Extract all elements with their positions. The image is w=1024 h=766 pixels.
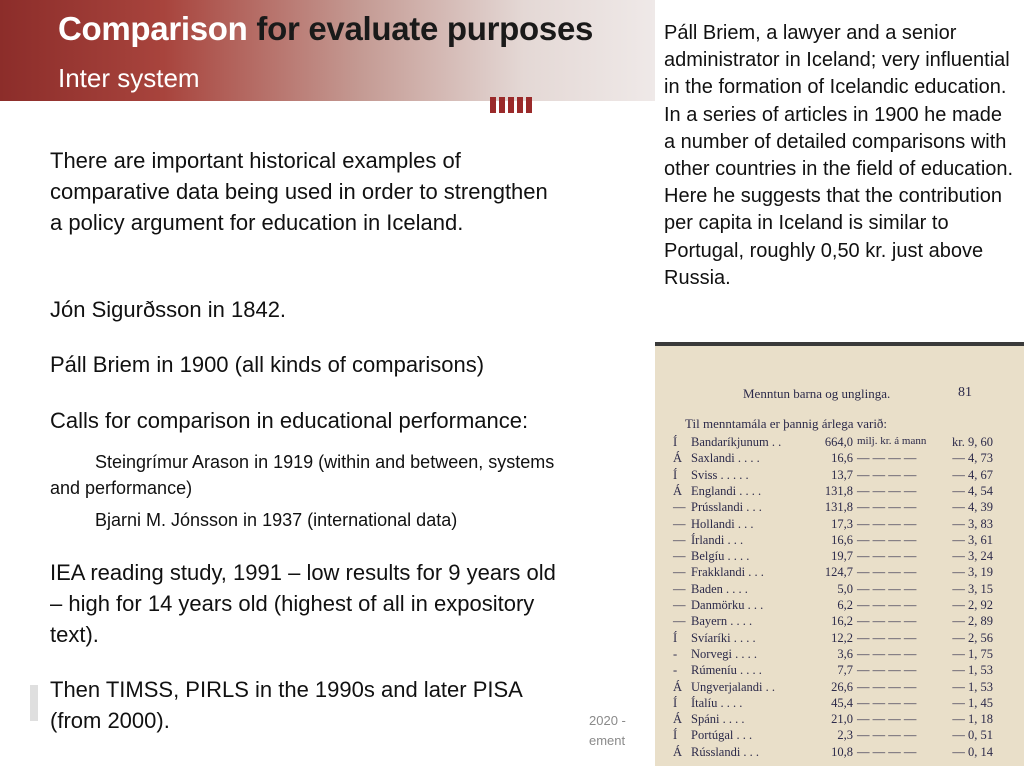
scan-row-per-capita: — 2, 92 <box>952 598 993 612</box>
slide-title <box>58 10 593 48</box>
scan-row-unit: — — — — <box>857 695 917 710</box>
scan-table-row <box>673 745 1018 761</box>
scan-row-prefix: — <box>673 532 686 547</box>
scan-row-prefix: Í <box>673 695 678 710</box>
scan-row-value: 5,0 <box>837 581 853 596</box>
scan-row-per-capita: — 1, 75 <box>952 646 993 661</box>
scan-row-unit: — — — — <box>857 467 917 482</box>
scan-row-prefix: Á <box>673 712 683 727</box>
scan-table-row <box>673 663 1018 679</box>
scan-row-country: Norvegi . . . . <box>691 646 757 661</box>
scan-row-per-capita: — 1, 53 <box>952 663 993 678</box>
edge-mark <box>30 685 38 721</box>
scan-row-value: 10,8 <box>831 744 853 759</box>
body-sub-item-2: Bjarni M. Jónsson in 1937 (international data) <box>95 510 458 530</box>
scan-row-value: 131,8 <box>824 483 853 498</box>
scan-row-country: Spáni . . . . <box>691 712 745 727</box>
title-part-1: Comparison <box>58 10 248 47</box>
scan-row-value: 16,2 <box>831 614 853 629</box>
scan-row-per-capita: — 1, 53 <box>952 679 993 694</box>
scan-row-unit: — — — — <box>857 483 917 498</box>
scan-row-value: 13,7 <box>831 467 853 482</box>
scan-row-prefix: Í <box>673 630 678 645</box>
scan-row-per-capita: — 3, 24 <box>952 549 993 564</box>
scan-row-unit: — — — — <box>857 646 917 661</box>
slide-subtitle: Inter system <box>58 63 200 93</box>
body-paragraph-4: Calls for comparison in educational performance: <box>50 408 529 433</box>
scan-row-prefix: — <box>673 598 686 612</box>
scan-row-per-capita: — 2, 56 <box>952 630 993 645</box>
scan-row-value: 2,3 <box>837 728 853 743</box>
scan-row-value: 21,0 <box>831 712 853 727</box>
scan-row-country: Hollandi . . . <box>691 516 754 531</box>
body-paragraph-6: Then TIMSS, PIRLS in the 1990s and later PISA (from 2000). <box>50 677 522 733</box>
scan-table-row <box>673 549 1018 565</box>
scan-row-country: Englandi . . . . <box>691 483 762 498</box>
scan-row-prefix: — <box>673 549 686 564</box>
scan-row-prefix: Í <box>673 435 678 449</box>
scan-row-value: 664,0 <box>824 435 853 449</box>
scan-row-country: Sviss . . . . . <box>691 467 749 482</box>
scan-header: Menntun barna og unglinga. <box>743 386 891 401</box>
scan-row-country: Svíaríki . . . . <box>691 630 756 645</box>
scan-table-row <box>673 728 1018 744</box>
scan-row-unit: — — — — <box>857 630 917 645</box>
scan-row-unit: — — — — <box>857 581 917 596</box>
scan-row-country: Danmörku . . . <box>691 598 764 612</box>
scan-row-per-capita: — 0, 14 <box>952 744 993 759</box>
scan-table-row <box>673 598 1018 614</box>
scan-page-number: 81 <box>958 385 972 400</box>
scan-row-prefix: Í <box>673 728 678 743</box>
body-paragraph-3: Páll Briem in 1900 (all kinds of comparisons) <box>50 352 485 377</box>
scan-row-prefix: - <box>673 663 678 678</box>
scan-row-value: 16,6 <box>831 451 853 466</box>
scan-row-prefix: Á <box>673 451 683 466</box>
body-sub-item-1: Steingrímur Arason in 1919 (within and between, systems and performance) <box>50 452 555 498</box>
scan-table-row <box>673 647 1018 663</box>
scan-row-prefix: — <box>673 581 686 596</box>
scan-row-unit: — — — — <box>857 516 917 531</box>
scan-row-per-capita: — 3, 61 <box>952 532 993 547</box>
scan-row-value: 124,7 <box>824 565 853 580</box>
scan-row-per-capita: — 4, 39 <box>952 500 993 515</box>
scan-row-per-capita: — 0, 51 <box>952 728 993 743</box>
scan-row-value: 7,7 <box>837 663 853 678</box>
scan-row-country: Prússlandi . . . <box>691 500 762 515</box>
scan-table-row <box>673 582 1018 598</box>
title-banner <box>0 0 655 101</box>
scan-row-country: Belgíu . . . . <box>691 549 750 564</box>
scan-row-country: Ungverjalandi . . <box>691 679 776 694</box>
scan-row-value: 26,6 <box>831 679 853 694</box>
scanned-page-image <box>655 342 1024 766</box>
side-note: Páll Briem, a lawyer and a senior administrator in Iceland; very influential in the formation of Icelandic education. In a series of articles in 1900 he made a number of detailed comparisons with other countries in the field of education. Here he suggests that the contribution per capita in Iceland is similar to Portugal, roughly 0,50 kr. just above Russia. <box>664 22 1014 289</box>
scan-row-prefix: Í <box>673 467 678 482</box>
scan-row-prefix: - <box>673 646 678 661</box>
scan-row-prefix: — <box>673 500 686 515</box>
scan-row-per-capita: kr. 9, 60 <box>952 435 993 449</box>
scan-row-value: 3,6 <box>837 646 853 661</box>
scan-row-prefix: Á <box>673 679 683 694</box>
scan-table-row <box>673 614 1018 630</box>
body-paragraph-5: IEA reading study, 1991 – low results for 9 years old – high for 14 years old (highest of all in expository text). <box>50 560 556 647</box>
scan-intro: Til menntamála er þannig árlega varið: <box>685 416 888 431</box>
scan-row-country: Frakklandi . . . <box>691 565 764 580</box>
scan-row-prefix: Á <box>673 483 683 498</box>
scan-row-country: Portúgal . . . <box>691 728 753 743</box>
scan-row-unit: — — — — <box>857 500 917 515</box>
scan-row-unit: — — — — <box>857 744 917 759</box>
footer-fragment-2: ement <box>589 733 626 748</box>
scan-row-country: Bandaríkjunum . . <box>691 435 782 449</box>
scan-table-row <box>673 468 1018 484</box>
scan-row-unit: milj. kr. á mann <box>857 435 927 447</box>
scan-row-unit: — — — — <box>857 679 917 694</box>
scan-row-value: 17,3 <box>831 516 853 531</box>
logo-stripes-icon <box>490 97 532 113</box>
scan-row-unit: — — — — <box>857 532 917 547</box>
footer-fragment-1: 2020 - <box>589 713 626 728</box>
scan-row-prefix: Á <box>673 744 683 759</box>
scan-row-country: Ítalíu . . . . <box>691 695 743 710</box>
scan-row-country: Saxlandi . . . . <box>691 451 760 466</box>
scan-row-value: 6,2 <box>837 598 853 612</box>
scan-row-value: 12,2 <box>831 630 853 645</box>
scan-row-value: 45,4 <box>831 695 853 710</box>
scan-row-per-capita: — 4, 73 <box>952 451 993 466</box>
scan-row-per-capita: — 3, 19 <box>952 565 993 580</box>
scan-row-per-capita: — 2, 89 <box>952 614 993 629</box>
scan-row-prefix: — <box>673 614 686 629</box>
scan-row-country: Rússlandi . . . <box>691 744 760 759</box>
scan-row-unit: — — — — <box>857 549 917 564</box>
scan-row-country: Rúmeníu . . . . <box>691 663 762 678</box>
body-paragraph-2: Jón Sigurðsson in 1842. <box>50 297 287 322</box>
scan-table-row <box>673 517 1018 533</box>
scan-row-country: Bayern . . . . <box>691 614 753 629</box>
scan-table-row <box>673 712 1018 728</box>
scan-table-row <box>673 565 1018 581</box>
scan-row-country: Írlandi . . . <box>691 532 744 547</box>
scan-table-row <box>673 631 1018 647</box>
scan-row-per-capita: — 4, 67 <box>952 467 993 482</box>
scan-row-value: 19,7 <box>831 549 853 564</box>
scan-table-row <box>673 500 1018 516</box>
scan-row-value: 16,6 <box>831 532 853 547</box>
scan-row-per-capita: — 4, 54 <box>952 483 993 498</box>
scan-row-per-capita: — 3, 83 <box>952 516 993 531</box>
scan-table-row <box>673 680 1018 696</box>
scan-table-row <box>673 435 1018 451</box>
scan-row-prefix: — <box>673 516 686 531</box>
scan-row-value: 131,8 <box>824 500 853 515</box>
scan-row-per-capita: — 3, 15 <box>952 581 993 596</box>
scan-row-unit: — — — — <box>857 598 917 612</box>
body-paragraph-1: There are important historical examples of comparative data being used in order to strengthen a policy argument for education in Iceland. <box>50 148 548 235</box>
scan-table-row <box>673 451 1018 467</box>
scan-row-country: Baden . . . . <box>691 581 748 596</box>
scan-row-per-capita: — 1, 45 <box>952 695 993 710</box>
scan-row-unit: — — — — <box>857 663 917 678</box>
scan-row-per-capita: — 1, 18 <box>952 712 993 727</box>
scan-table-row <box>673 533 1018 549</box>
title-part-2: for evaluate purposes <box>256 10 594 47</box>
scan-row-unit: — — — — <box>857 451 917 466</box>
scan-table-row <box>673 696 1018 712</box>
scan-row-prefix: — <box>673 565 686 580</box>
scan-row-unit: — — — — <box>857 565 917 580</box>
scan-row-unit: — — — — <box>857 728 917 743</box>
scan-table-row <box>673 484 1018 500</box>
scan-row-unit: — — — — <box>857 712 917 727</box>
scan-row-unit: — — — — <box>857 614 917 629</box>
